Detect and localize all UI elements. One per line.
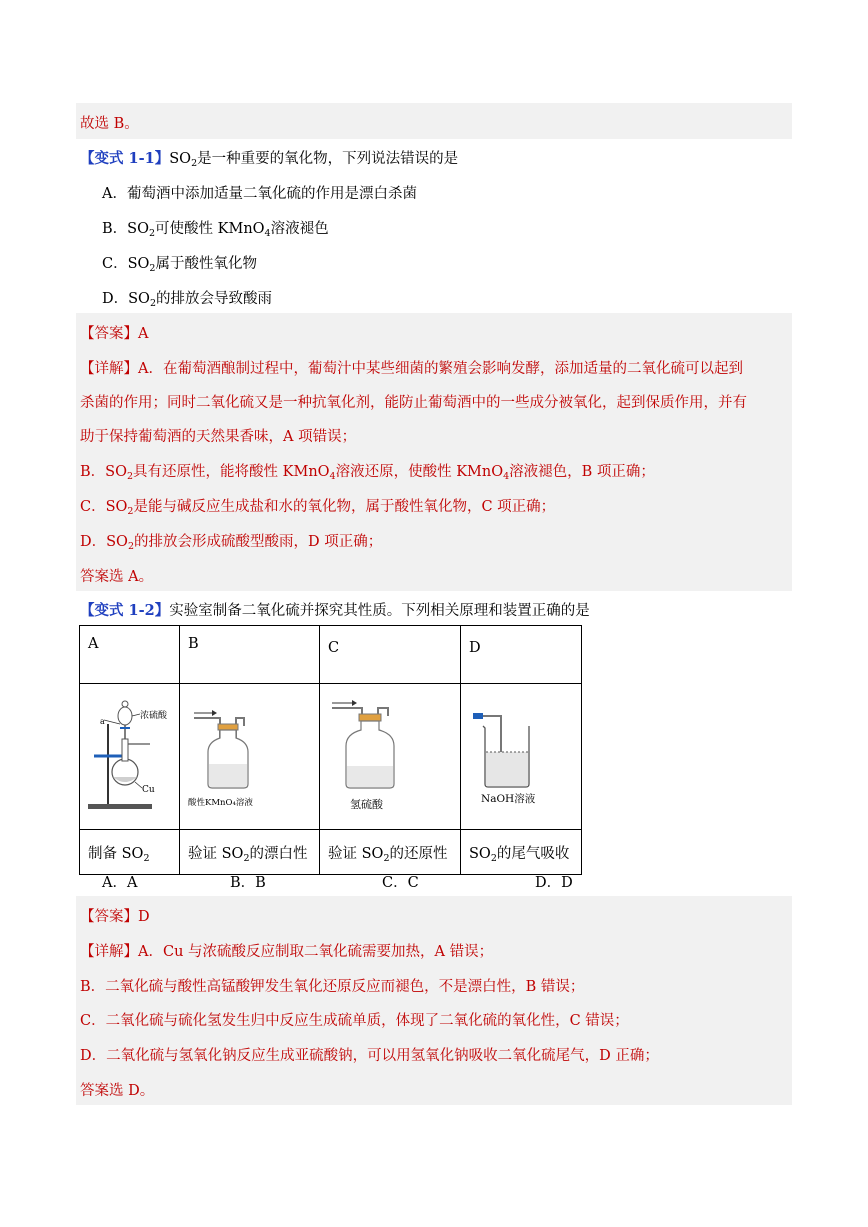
q1-stem-text: 是一种重要的氧化物，下列说法错误的是 — [197, 151, 459, 167]
caption-c — [320, 830, 461, 875]
q2-tag: 【变式 1-2】 — [80, 602, 170, 619]
apparatus-c-cell — [320, 684, 461, 830]
bottle-stopper — [359, 714, 381, 721]
q1-option-d-mid: 的排放会导致酸雨 — [156, 291, 272, 307]
flow-arrow — [212, 710, 217, 716]
q2-stem-text: 实验室制备二氧化硫并探究其性质。下列相关原理和装置正确的是 — [169, 603, 590, 619]
caption-c-pre: 验证 SO — [328, 845, 384, 862]
q2-detail-b: B．二氧化硫与酸性高锰酸钾发生氧化还原反应而褪色，不是漂白性，B 错误； — [80, 979, 585, 995]
q1-option-a — [102, 182, 417, 203]
q1-detail-b-mid2: 溶液还原，使酸性 KMnO — [335, 464, 504, 480]
q1-detail-b-sub3: 4 — [503, 471, 510, 482]
caption-c-post: 的还原性 — [389, 845, 448, 862]
q1-detail-c-sub: 2 — [127, 506, 134, 517]
q1-option-b-mid: 可使酸性 KMnO — [155, 221, 265, 237]
q1-option-c — [102, 252, 257, 273]
q1-answer: 【答案】A — [80, 326, 149, 342]
caption-a-pre: 制备 SO — [88, 845, 144, 862]
caption-b-pre: 验证 SO — [188, 845, 244, 862]
q2-detail-a: 【详解】A．Cu 与浓硫酸反应制取二氧化硫需要加热，A 错误； — [80, 944, 494, 960]
caption-a — [80, 830, 180, 875]
q1-option-b-sub: 2 — [148, 228, 156, 239]
q2-detail-d: D．二氧化硫与氢氧化钠反应生成亚硫酸钠，可以用氢氧化钠吸收二氧化硫尾气，D 正确； — [80, 1048, 659, 1064]
q1-option-c-pre: C．SO — [102, 256, 150, 272]
tube-connector — [473, 713, 483, 719]
q2-answer: 【答案】D — [80, 909, 150, 925]
label-conc-acid: 浓硫酸 — [140, 711, 168, 721]
q1-option-d-sub: 2 — [149, 298, 156, 309]
q1-option-a-text: A．葡萄酒中添加适量二氧化硫的作用是漂白杀菌 — [102, 186, 417, 202]
caption-d-pre: SO — [469, 845, 491, 862]
caption-b — [180, 830, 320, 875]
q1-detail-d-sub: 2 — [127, 541, 134, 552]
caption-a-sub: 2 — [143, 852, 150, 864]
q2-choice-c: C．C — [382, 875, 419, 891]
q1-detail-c — [80, 495, 555, 516]
q1-stem-so: SO — [169, 151, 192, 167]
q2-choice-d: D．D — [535, 875, 573, 891]
label-kmno4-solution: 酸性KMnO₄溶液 — [188, 798, 253, 808]
apparatus-c-figure — [320, 684, 460, 829]
q1-detail-b-sub: 2 — [126, 471, 134, 482]
label-naoh-solution: NaOH溶液 — [481, 793, 536, 805]
label-a: a — [100, 717, 105, 726]
q1-option-b — [102, 217, 329, 238]
q1-option-b-sub2: 4 — [264, 228, 271, 239]
apparatus-b-cell — [180, 684, 320, 830]
apparatus-b-figure — [180, 684, 319, 829]
q1-conclusion: 答案选 A。 — [80, 569, 154, 585]
answer2-block — [76, 896, 792, 1105]
flow-arrow — [352, 700, 357, 706]
q1-option-d — [102, 287, 272, 308]
apparatus-table — [79, 625, 582, 875]
q2-choice-a: A．A — [102, 875, 138, 891]
q1-detail-b-pre: B．SO — [80, 464, 127, 480]
q1-tag: 【变式 1-1】 — [80, 150, 170, 167]
q1-option-c-mid: 属于酸性氧化物 — [155, 256, 257, 272]
q2-detail-c: C．二氧化硫与硫化氢发生归中反应生成硫单质，体现了二氧化硫的氧化性，C 错误； — [80, 1013, 629, 1029]
apparatus-a-figure — [80, 684, 179, 829]
q1-detail-b-post: 溶液褪色，B 项正确； — [509, 464, 655, 480]
q1-detail-b-mid: 具有还原性，能将酸性 KMnO — [133, 464, 330, 480]
cell-label-c: C — [320, 626, 461, 684]
apparatus-d-figure — [461, 684, 581, 829]
q2-choice-b: B．B — [230, 875, 266, 891]
naoh-liquid — [486, 752, 528, 786]
apparatus-d-cell — [461, 684, 582, 830]
q1-option-b-post: 溶液褪色 — [270, 221, 329, 237]
q1-option-b-pre: B．SO — [102, 221, 149, 237]
q1-detail-line3: 助于保持葡萄酒的天然果香味，A 项错误； — [80, 429, 357, 445]
q1-detail-d — [80, 530, 382, 551]
stand-base — [88, 804, 152, 809]
q1-stem-sub: 2 — [191, 158, 198, 169]
q1-detail-d-pre: D．SO — [80, 534, 128, 550]
apparatus-a-cell — [80, 684, 180, 830]
caption-d-post: 的尾气吸收 — [496, 845, 570, 862]
q1-detail-line2: 杀菌的作用；同时二氧化硫又是一种抗氧化剂，能防止葡萄酒中的一些成分被氧化，起到保质作用，并有 — [80, 395, 747, 411]
label-cu: Cu — [142, 785, 155, 795]
q1-detail-c-pre: C．SO — [80, 499, 128, 515]
caption-d — [461, 830, 582, 875]
bottle-stopper — [218, 724, 238, 730]
caption-b-post: 的漂白性 — [249, 845, 308, 862]
q1-option-d-pre: D．SO — [102, 291, 150, 307]
q2-stem — [80, 599, 590, 620]
caption-d-sub: 2 — [490, 852, 497, 864]
q1-detail-d-post: 的排放会形成硫酸型酸雨，D 项正确； — [134, 534, 383, 550]
separatory-funnel — [118, 707, 132, 725]
prev-answer-block — [76, 103, 792, 139]
caption-c-sub: 2 — [383, 852, 390, 864]
q1-detail-line1: 【详解】A．在葡萄酒酿制过程中，葡萄汁中某些细菌的繁殖会影响发酵，添加适量的二氧化硫可以起到 — [80, 361, 743, 377]
label-hydrosulfuric-acid: 氢硫酸 — [350, 798, 383, 811]
q2-conclusion: 答案选 D。 — [80, 1083, 155, 1099]
caption-b-sub: 2 — [243, 852, 250, 864]
q1-detail-b-sub2: 4 — [329, 471, 336, 482]
q1-detail-b — [80, 460, 655, 481]
cell-label-d: D — [461, 626, 582, 684]
q1-stem — [80, 147, 458, 168]
flask-neck — [122, 739, 128, 761]
cell-label-b: B — [180, 626, 320, 684]
q1-option-c-sub: 2 — [149, 263, 156, 274]
q1-detail-c-post: 是能与碱反应生成盐和水的氧化物，属于酸性氧化物，C 项正确； — [133, 499, 556, 515]
prev-conclusion: 故选 B。 — [80, 116, 139, 132]
cell-label-a: A — [80, 626, 180, 684]
